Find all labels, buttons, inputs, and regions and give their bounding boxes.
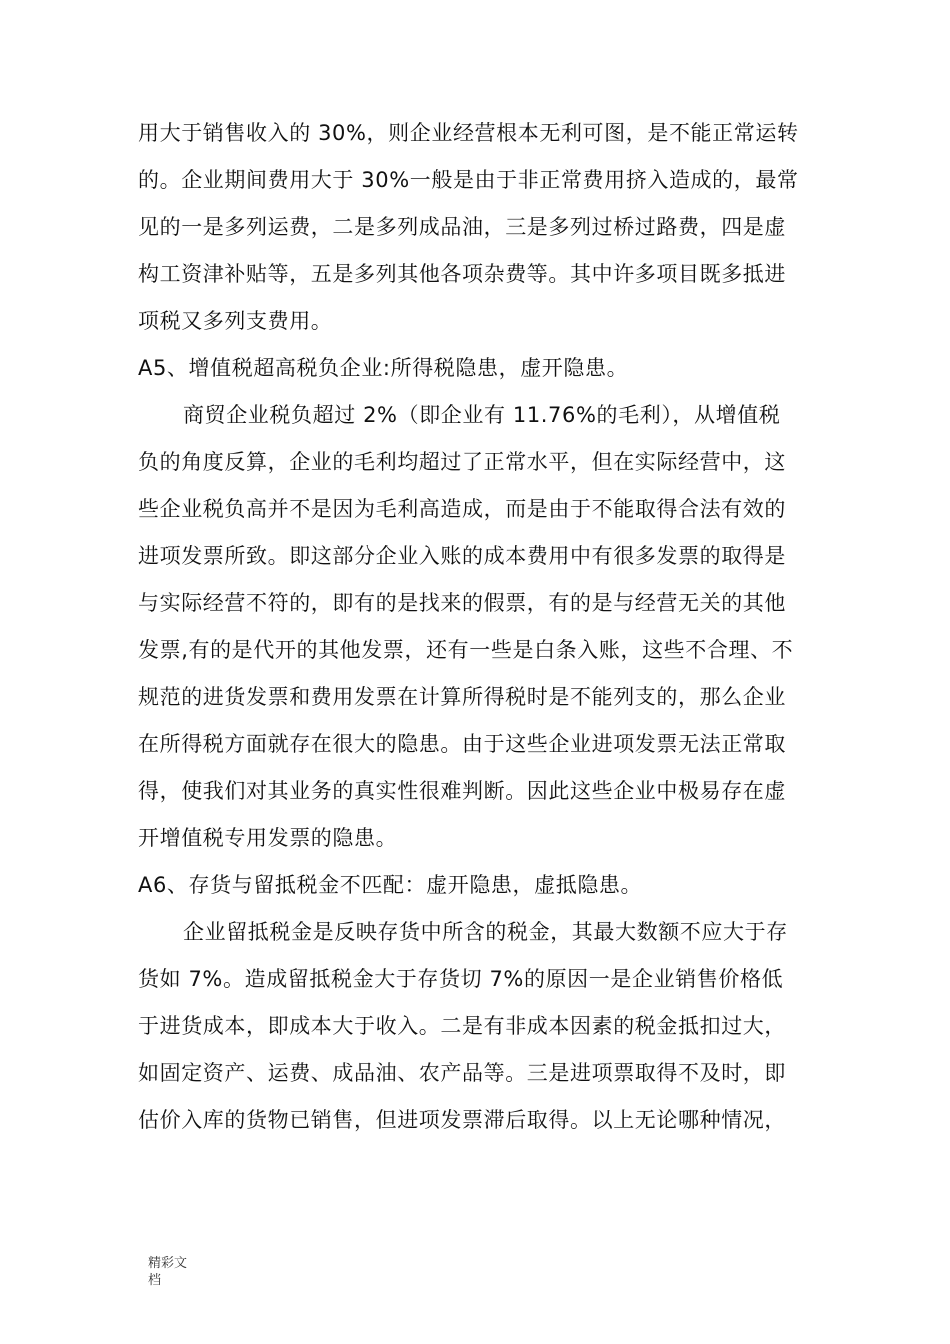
text-line: 的。企业期间费用大于 30%一般是由于非正常费用挤入造成的，最常: [138, 168, 799, 192]
text-line: 估价入库的货物已销售，但进项发票滞后取得。以上无论哪种情况，: [138, 1108, 786, 1132]
text-line: 构工资津补贴等，五是多列其他各项杂费等。其中许多项目既多抵进: [138, 262, 786, 286]
text-line: 项税又多列支费用。: [138, 309, 333, 333]
text-line: 商贸企业税负超过 2%（即企业有 11.76%的毛利），从增值税: [183, 403, 781, 427]
text-line: 用大于销售收入的 30%，则企业经营根本无利可图，是不能正常运转: [138, 121, 799, 145]
text-line: 与实际经营不符的，即有的是找来的假票，有的是与经营无关的其他: [138, 591, 786, 615]
text-line: 货如 7%。造成留抵税金大于存货切 7%的原因一是企业销售价格低: [138, 967, 784, 991]
text-line: 些企业税负高并不是因为毛利高造成，而是由于不能取得合法有效的: [138, 497, 786, 521]
section-heading: A6、存货与留抵税金不匹配：虚开隐患，虚抵隐患。: [138, 873, 643, 897]
text-line: 于进货成本，即成本大于收入。二是有非成本因素的税金抵扣过大，: [138, 1014, 786, 1038]
text-line: 发票,有的是代开的其他发票，还有一些是白条入账，这些不合理、不: [138, 638, 794, 662]
footer-label: 精彩文档: [148, 1256, 188, 1288]
text-line: 负的角度反算，企业的毛利均超过了正常水平，但在实际经营中，这: [138, 450, 786, 474]
text-line: 企业留抵税金是反映存货中所含的税金，其最大数额不应大于存: [183, 920, 788, 944]
text-line: 规范的进货发票和费用发票在计算所得税时是不能列支的，那么企业: [138, 685, 786, 709]
text-line: 进项发票所致。即这部分企业入账的成本费用中有很多发票的取得是: [138, 544, 786, 568]
section-heading: A5、增值税超高税负企业:所得税隐患，虚开隐患。: [138, 356, 629, 380]
text-line: 开增值税专用发票的隐患。: [138, 826, 398, 850]
text-line: 见的一是多列运费，二是多列成品油，三是多列过桥过路费，四是虚: [138, 215, 786, 239]
text-line: 得，使我们对其业务的真实性很难判断。因此这些企业中极易存在虚: [138, 779, 786, 803]
text-line: 在所得税方面就存在很大的隐患。由于这些企业进项发票无法正常取: [138, 732, 786, 756]
text-line: 如固定资产、运费、成品油、农产品等。三是进项票取得不及时，即: [138, 1061, 786, 1085]
